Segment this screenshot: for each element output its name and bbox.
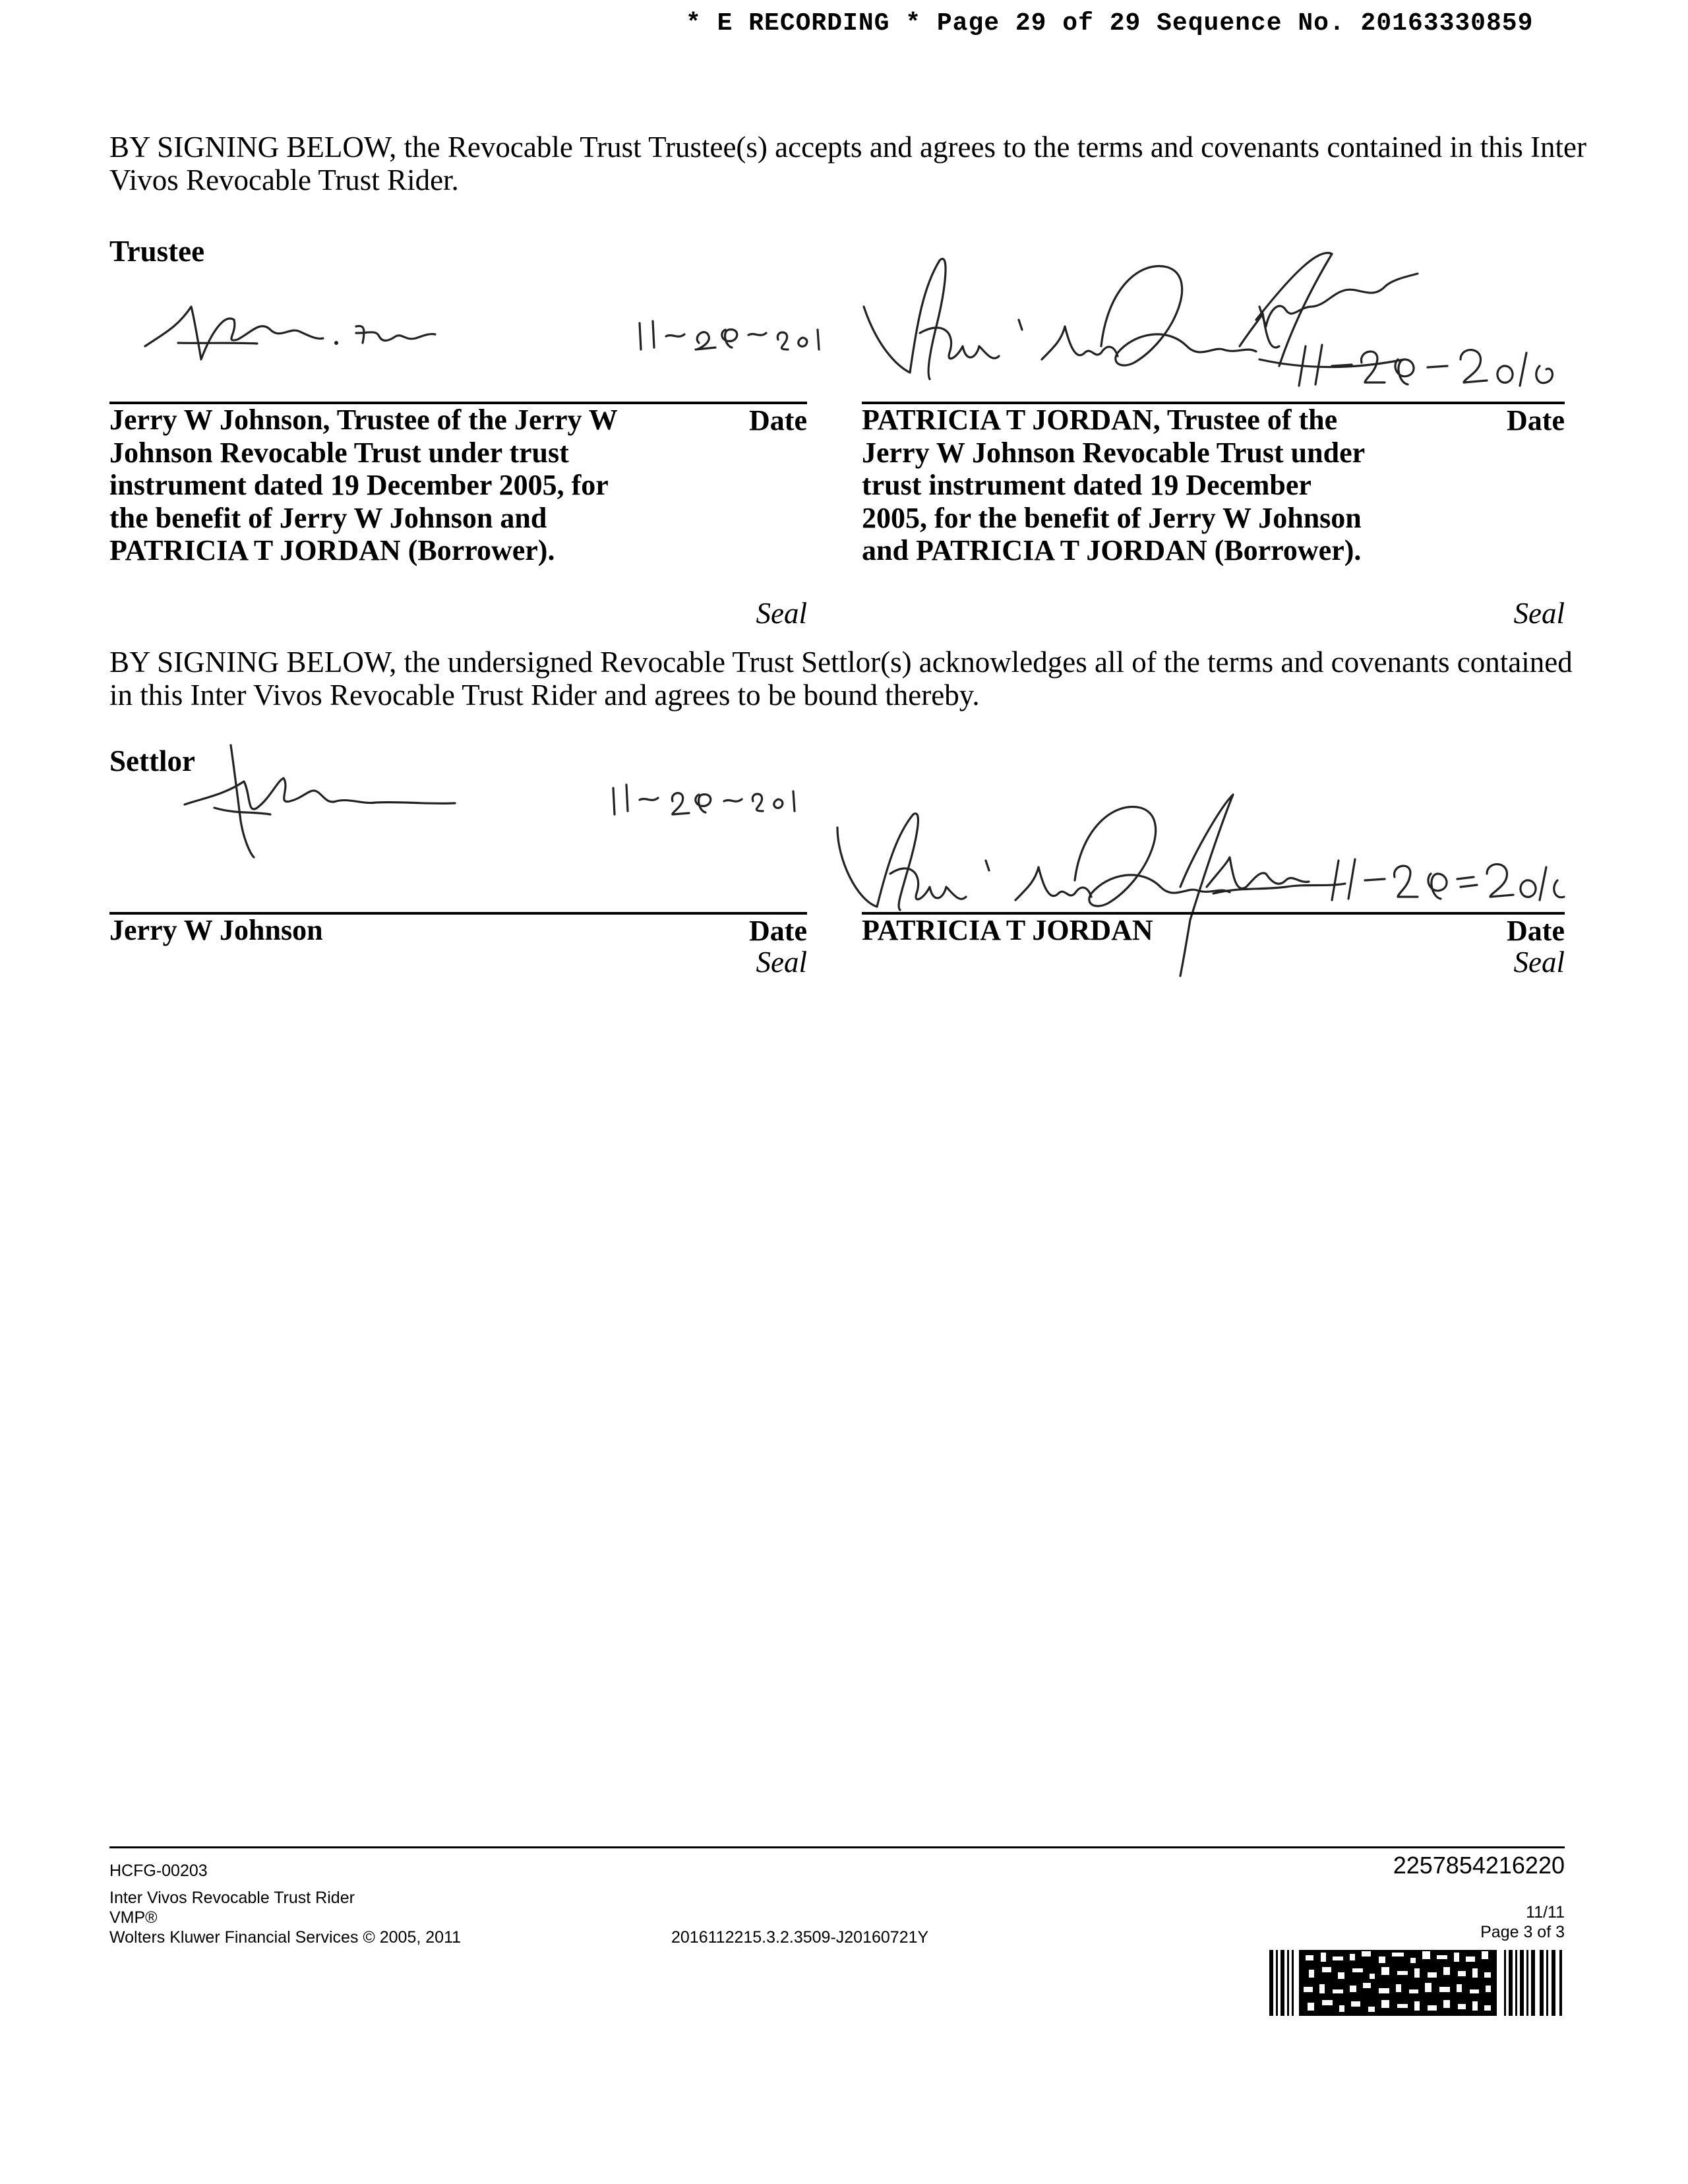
- trustee-right-name-block: PATRICIA T JORDAN, Trustee of the Jerry W Johnson Revocable Trust under trust instrument dated 19 December 2005, for the benefit of Jerry W Johnson and PATRICIA T JORDAN (Borrower).: [862, 404, 1365, 566]
- handwritten-date-left-settlor: [607, 775, 818, 821]
- trustee-left-date-label: Date: [749, 404, 807, 437]
- settlor-left-seal-label: Seal: [756, 946, 807, 979]
- settlor-right-date-label: Date: [1507, 915, 1565, 947]
- settlor-left-name: Jerry W Johnson: [109, 914, 323, 946]
- settlor-right-seal-label: Seal: [1513, 946, 1565, 979]
- settlor-heading: Settlor: [109, 744, 195, 777]
- settlor-left-date-label: Date: [749, 915, 807, 947]
- footer-form-code: HCFG-00203: [109, 1862, 208, 1880]
- handwritten-date-right-trustee: [1292, 333, 1569, 392]
- signature-jerry-trustee: [138, 280, 508, 379]
- trustee-left-name-block: Jerry W Johnson, Trustee of the Jerry W Johnson Revocable Trust under trust instrument dated 19 December 2005, for the benefit of Jerry W Johnson and PATRICIA T JORDAN (Borrower).: [109, 404, 617, 566]
- handwritten-date-left-trustee: [633, 313, 831, 359]
- barcode-icon: [1269, 1950, 1565, 2016]
- footer-document-id: 2016112215.3.2.3509-J20160721Y: [671, 1928, 929, 1947]
- footer-divider: [109, 1846, 1565, 1848]
- trustee-intro-paragraph: BY SIGNING BELOW, the Revocable Trust Trustee(s) accepts and agrees to the terms and covenants contained in this Inter Vivos Revocable Trust Rider.: [109, 131, 1586, 197]
- settlor-right-name: PATRICIA T JORDAN: [862, 914, 1153, 946]
- footer-form-title: Inter Vivos Revocable Trust Rider: [109, 1889, 355, 1907]
- footer-brand: VMP®: [109, 1908, 158, 1927]
- footer-page-number: Page 3 of 3: [1480, 1923, 1565, 1941]
- signature-jerry-settlor: [178, 742, 481, 861]
- trustee-heading: Trustee: [109, 235, 205, 268]
- footer-loan-number: 2257854216220: [1393, 1852, 1565, 1879]
- trustee-left-seal-label: Seal: [756, 597, 807, 630]
- trustee-right-date-label: Date: [1507, 404, 1565, 437]
- footer-initials-count: 11/11: [1526, 1903, 1565, 1922]
- trustee-right-seal-label: Seal: [1513, 597, 1565, 630]
- footer-publisher: Wolters Kluwer Financial Services © 2005, 2011: [109, 1928, 462, 1947]
- settlor-intro-paragraph: BY SIGNING BELOW, the undersigned Revocable Trust Settlor(s) acknowledges all of the terms and covenants contained in this Inter Vivos Revocable Trust Rider and agrees to be bound thereby.: [109, 646, 1573, 712]
- recording-header: * E RECORDING * Page 29 of 29 Sequence No. 20163330859: [686, 9, 1534, 38]
- handwritten-date-right-settlor: [1325, 847, 1569, 907]
